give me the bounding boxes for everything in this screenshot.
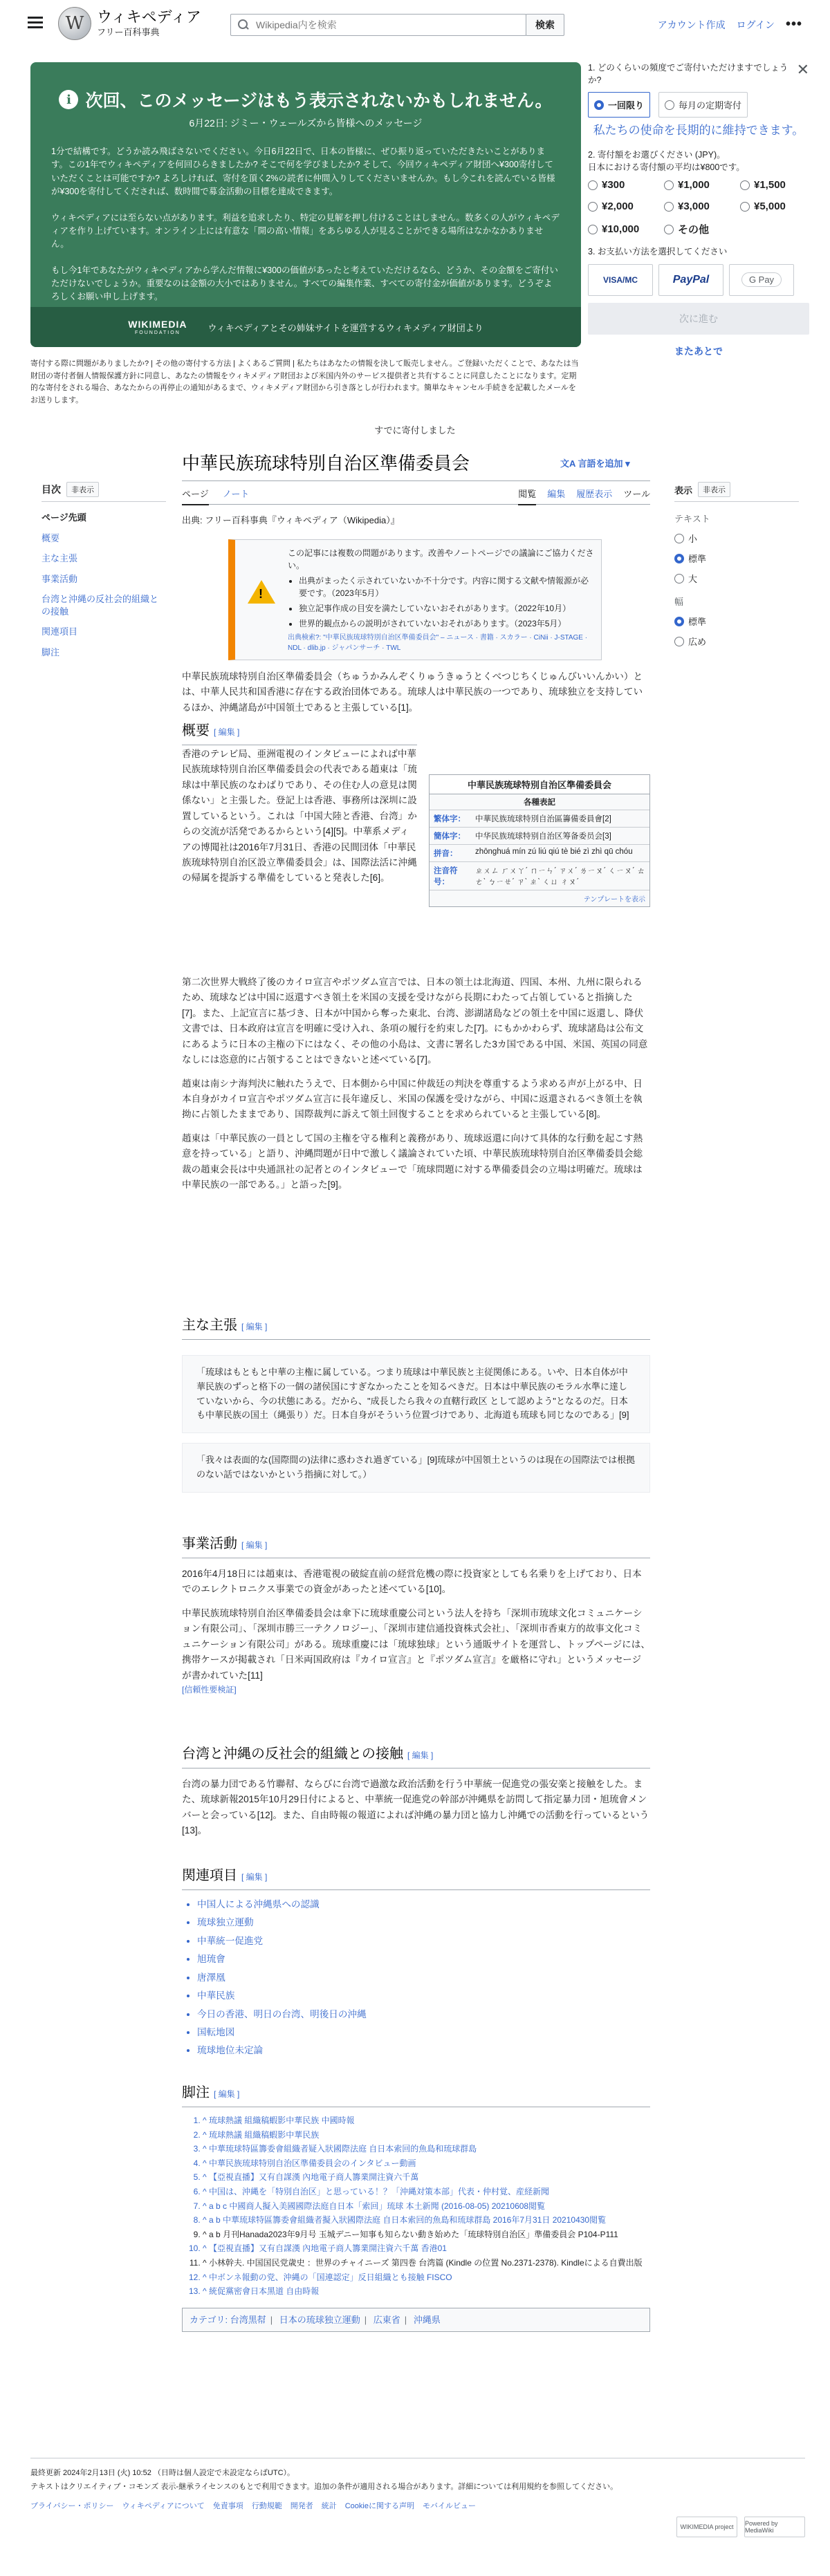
toc-item[interactable]: 概要 (42, 532, 60, 543)
banner-notes: 寄付する際に問題がありましたか? | その他の寄付する方法 | よくあるご質問 | 私たちはあなたの情報を決して販売しません。ご登録いただくことで、あなたは当財団の寄付者個人情報保護方針に同意し、あなたの情報をウィキメディア財団および米国内外のサービス提供者と共有することに同意したことになります。定期的な寄付をされる場合、あなたからの再停止の通知があるまで、ウィキメディア財団から引き落としが行われます。簡単なキャンセル手続きを記載したメールをお送りします。 (30, 360, 579, 404)
step-payment-label: 3. お支払い方法を選択してください (588, 247, 728, 257)
banner-paragraph: もし今1年であなたがウィキペディアから学んだ情報に¥300の価値があったと考えていただけるなら、どうか、その金額をご寄付いただけないでしょうか。重要なのは金額の大小ではありません。すべての編集作業、すべての寄付金が価値があります。どうぞよろしくお願い申し上げます。 (51, 265, 558, 302)
reference-item[interactable]: 3. ^ 中華琉球特區籌委會組織者疑入狀國際法庭 自日本索回的魚島和琉球群島 (203, 2143, 650, 2156)
footer-link[interactable]: 行動規範 (251, 2501, 282, 2510)
paragraph: 趙東は「中華民族の一員として国の主権を守る権利と義務があり、琉球返還に向けて具体的な行動を起こす熱意を持っている」と語り、沖縄問題が日中で激しく議論されていた頃、中華民族琉球特別自治区準備委員会総裁の趙東会長は中央通訊社の記者とのインタビューで「琉球問題に対する準備委員会の立場は明確だ。琉球は中華民族の一部である。」と語った[9]。 (182, 1132, 643, 1191)
card-payment-button[interactable]: VISA/MC (588, 264, 653, 296)
related-link[interactable]: • 国転地図 (197, 2025, 650, 2040)
toc-item[interactable]: 関連項目 (42, 626, 78, 637)
banner-title: 次回、このメッセージはもう表示されないかもしれません。 (85, 91, 553, 111)
tab-tools[interactable]: ツール (623, 489, 650, 499)
edit-section-link[interactable]: [ 編集 ] (214, 727, 240, 737)
maybe-later-link[interactable]: またあとで (674, 345, 723, 357)
edit-section-link[interactable]: [ 編集 ] (241, 1872, 268, 1882)
amount-options (588, 179, 809, 236)
toc-item[interactable]: 事業活動 (42, 573, 78, 584)
reference-item[interactable]: 5. ^ 【亞視直播】又有自謀漢 內地電子商人籌業開注資六千萬 (203, 2171, 650, 2184)
reference-item[interactable]: 7. ^ a b c 中國商人擬入美國國際法庭自日本「索回」琉球 本土新聞 (2016-08-05) 20210608閲覧 (203, 2200, 650, 2213)
related-link[interactable]: • 中国人による沖縄県への認識 (197, 1897, 650, 1912)
paragraph: 第二次世界大戦終了後のカイロ宣言やポツダム宣言では、日本の領土は北海道、四国、本州、九州に限られるため、琉球などは中国に返還すべき領土を米国の支援を受けながら長期にわたって占領していると指摘した[7]。また、上記宣言に基づき、日本が中国から奪った東北、台湾、澎湖諸島などの領土を中国に返還し、降伏文書では、日本政府は宣言を明確に受け入れ、条項の履行を約束した[7]。にもかかわらず、琉球諸島は公布文にあるように日本の主権の下にはなく、その他の小島は、文書に署名した3カ国である中国、米国、英国の同意なしには恣意的に占領することはできないと述べている[7]。 (182, 977, 648, 1065)
wikimedia-foundation-logo: WIKIMEDIA FOUNDATION (128, 318, 187, 335)
reference-item[interactable]: 12. ^ 中ボンネ報動の党、沖縄の「国連認定」反日組織とも接触 FISCO (203, 2271, 650, 2284)
toc-item[interactable]: 脚注 (42, 646, 60, 657)
page-footer (30, 2458, 805, 2513)
section-business (182, 1532, 650, 1706)
edit-section-link[interactable]: [ 編集 ] (241, 1540, 268, 1550)
related-link[interactable]: • 唐澤凰 (197, 1970, 650, 1986)
google-pay-button[interactable]: G Pay (729, 264, 794, 296)
infobox-value: ㄓㄨㄥ ㄏㄨㄚˊ ㄇㄧㄣˊ ㄗㄨˊ ㄌㄧㄡˊ ㄑㄧㄡˊ ㄊㄜˋ ㄅㄧㄝˊ ㄗˋ ㄓˋ ㄑㄩ ㄔㄡˊ (471, 862, 649, 890)
main-menu-icon[interactable] (28, 17, 43, 29)
category-link[interactable]: 沖縄県 (413, 2314, 441, 2325)
page-tabs (182, 484, 650, 505)
step-frequency-label: 1. どのくらいの頻度でご寄付いただけますでしょうか? (588, 63, 788, 85)
footer-link[interactable]: 統計 (321, 2501, 337, 2510)
toc-item[interactable]: ページ先頭 (42, 512, 86, 523)
verify-tag[interactable]: [信頼性要検証] (182, 1684, 237, 1695)
powered-by-mediawiki-badge[interactable]: Powered by MediaWiki (744, 2517, 805, 2537)
category-link[interactable]: 広東省 (373, 2314, 400, 2325)
warning-icon (248, 580, 275, 604)
edit-section-link[interactable]: [ 編集 ] (407, 1751, 434, 1760)
reference-item[interactable]: 6. ^ 中国は、沖縄を「特別自治区」と思っている！？「沖縄対策本部」代表・仲村覚、産経新聞 (203, 2185, 650, 2199)
appearance-title: 表示 (674, 485, 693, 496)
width-standard[interactable]: 標準 (674, 615, 799, 628)
categories-label[interactable]: カテゴリ: (190, 2314, 228, 2325)
donation-form (588, 62, 809, 358)
add-language-button[interactable]: 文A 言語を追加 ▾ (560, 458, 630, 469)
tab-history[interactable]: 履歴表示 (576, 489, 613, 499)
text-size-large[interactable]: 大 (674, 572, 799, 585)
amount-option[interactable]: ¥2,000 (588, 200, 657, 212)
edit-section-link[interactable]: [ 編集 ] (214, 2089, 240, 2099)
infobox-value: zhōnghuá mín zú liú qiú tè bié zì zhì qū chóu (471, 845, 649, 862)
section-heading: 主な主張 [ 編集 ] (182, 1314, 650, 1340)
info-icon: i (59, 90, 78, 109)
issues-lead: この記事には複数の問題があります。改善やノートページでの議論にご協力ください。 (288, 548, 594, 570)
related-link[interactable]: • 琉球地位未定論 (197, 2043, 650, 2058)
footer-link[interactable]: ウィキペディアについて (122, 2501, 205, 2510)
related-link[interactable]: • 琉球独立運動 (197, 1915, 650, 1930)
related-link[interactable]: • 中華統一促進党 (197, 1934, 650, 1949)
amount-option[interactable]: ¥10,000 (588, 222, 657, 236)
reference-item[interactable]: 2. ^ 琉球熱議 組織稿蝦影中華民族 (203, 2129, 650, 2142)
footer-link[interactable]: 免責事項 (212, 2501, 243, 2510)
section-overview (182, 719, 417, 745)
paragraph: 香港のテレビ局、亜洲電視のインタビューによれば中華民族琉球特別自治区準備委員会の代表である趙東は「琉球は中華民族のなわばりであり、その住む人の意見は関係ない」と主張した。登記上は香港、事務所は深圳に設置しているという。これは「中国大陸と香港、台湾」からの交流が活発であるからという[4][5]。中華系メディアの博聞社は2016年7月31日、香港の民間団体「中華民族琉球特別自治区設立準備委員会」は、国際法活に沖縄の帰属を提訴する準備をしていると発表した[6]。 (182, 749, 417, 884)
related-link[interactable]: • 今日の香港、明日の台湾、明後日の沖縄 (197, 2007, 650, 2022)
logo-subtitle: フリー百科事典 (97, 26, 160, 37)
license-text: テキストはクリエイティブ・コモンズ 表示-継承ライセンスのもとで利用できます。追加の条件が適用される場合があります。詳細については利用規約を参照してください。 (30, 2482, 618, 2491)
show-template-link[interactable]: テンプレートを表示 (430, 890, 649, 906)
infobox-key[interactable]: 簡体字： (430, 828, 471, 845)
width-label: 幅 (674, 597, 684, 607)
login-link[interactable]: ログイン (736, 19, 775, 30)
page-header (0, 0, 830, 47)
section-related (182, 1864, 650, 2062)
source-search-links[interactable]: 出典検索?: "中華民族琉球特別自治区準備委員会" – ニュース · 書籍 · スカラー · CiNii · J-STAGE · NDL · dlib.jp · ジャパンサーチ · TWL (288, 634, 588, 652)
section-contacts (182, 1742, 650, 1847)
overview-text (182, 747, 417, 895)
reference-item[interactable]: 1. ^ 琉球熱議 組織稿蝦影中華民族 中國時報 (203, 2114, 650, 2127)
amount-option-other[interactable]: その他 (664, 222, 733, 236)
banner-subtitle: 6月22日: ジミー・ウェールズから皆様へのメッセージ (189, 118, 423, 129)
reference-item: 11. ^ 小林幹夫. 中国国民党歳史 ：世界のチャイニーズ 第四巻 台湾篇 (Kindle の位置 No.2371-2378). Kindleによる自費出版 (203, 2257, 650, 2270)
toc-hide-button[interactable]: 非表示 (66, 482, 99, 497)
already-donated-link[interactable]: すでに寄付しました (374, 425, 456, 436)
search-button[interactable]: 検索 (526, 14, 564, 36)
paragraph: 台湾の暴力団である竹聯幇、ならびに台湾で過激な政治活動を行う中華統一促進党の張安楽と接触をした。また、琉球新報2015年10月29日付によると、中華統一促進党の幹部が沖縄県を訪問して指定暴力団・旭琉會メンバーと会っている[12]。また、自由時報の報道によれば沖縄の暴力団と協力し沖縄での活動を行っているという[13]。 (182, 1779, 649, 1836)
toc-item[interactable]: 主な主張 (42, 553, 78, 564)
section-main-claims (182, 1314, 650, 1502)
reference-item[interactable]: 8. ^ a b 中華琉球特區籌委會組織者擬入狀國際法庭 自日本索回的魚島和琉球群島 2016年7月31日 20210430閲覧 (203, 2214, 650, 2227)
tab-page[interactable]: ページ (182, 487, 209, 505)
reference-item[interactable]: 4. ^ 中華民族琉球特別自治区準備委員会のインタビュー動画 (203, 2157, 650, 2170)
appearance-panel (674, 482, 799, 655)
related-link[interactable]: • 中華民族 (197, 1988, 650, 2004)
amount-option[interactable]: ¥1,500 (740, 179, 809, 191)
issue-item: • 出典がまったく示されていないか不十分です。内容に関する文献や情報源が必要です。（2023年5月） (299, 575, 596, 599)
infobox-value: 中華民族琉球特別自治區籌備委員會[2] (471, 810, 649, 828)
logo-title: ウィキペディア (97, 8, 201, 26)
footer-link[interactable]: モバイルビュー (422, 2501, 476, 2510)
frequency-once-option[interactable]: 一回限り (588, 92, 650, 118)
amount-option[interactable]: ¥3,000 (664, 200, 733, 212)
toc-title: 目次 (42, 484, 61, 495)
section-heading: 台湾と沖縄の反社会的組織との接触 [ 編集 ] (182, 1742, 650, 1768)
width-wide[interactable]: 広め (674, 635, 799, 648)
text-size-small[interactable]: 小 (674, 532, 799, 545)
step-amount-label: 2. 寄付額をお選びください (JPY)。 日本における寄付額の平均は¥800です。 (588, 150, 745, 172)
tab-talk[interactable]: ノート (222, 489, 250, 499)
amount-option[interactable]: ¥1,000 (664, 179, 733, 191)
toc-item[interactable]: 台湾と沖縄の反社会的組織との接触 (42, 594, 159, 617)
edit-section-link[interactable]: [ 編集 ] (241, 1322, 268, 1332)
footer-link[interactable]: Cookieに関する声明 (344, 2501, 414, 2510)
globe-icon: W (58, 7, 91, 40)
paragraph: 趙東は南シナ海判決に触れたうえで、日本側から中国に仲裁廷の判決を尊重するよう求める声が上がる中、日本自身がカイロ宣言やポツダム宣言に長年違反し、米国の保護を受けながら、中国に返還されるべき領土を執拗に占領したままであり、国際裁判に訴えて領土回復することを求められていると主張している[8]。 (182, 1078, 643, 1120)
issue-item: • 独立記事作成の目安を満たしていないおそれがあります。（2022年10月） (299, 602, 596, 615)
infobox-subtitle: 各種表記 (524, 799, 555, 807)
banner-paragraph: ウィキペディアには至らない点があります。利益を追求したり、特定の見解を押し付けることはしません。数多くの人がウィキペディアを作り上げています。オンライン上には有意な「開の高い情報」をあらゆる人が見ることができる場所はなかなかありません。 (51, 212, 560, 250)
infobox-title: 中華民族琉球特別自治区準備委員会 (430, 775, 649, 794)
infobox-value: 中华民族琉球特别自治区筹备委员会[3] (471, 828, 649, 845)
next-button[interactable]: 次に進む (588, 303, 809, 335)
infobox (429, 774, 650, 907)
frequency-monthly-option[interactable]: 毎月の定期寄付 (658, 92, 748, 118)
reference-item[interactable]: 10. ^ 【亞視直播】又有自謀漢 內地電子商人籌業開注資六千萬 香港01 (203, 2242, 650, 2255)
tab-read[interactable]: 閲覧 (518, 487, 536, 505)
amount-option[interactable]: ¥5,000 (740, 200, 809, 212)
quote-block: 「琉球はもともと中華の主権に属している。つまり琉球は中華民族と主従関係にある。いや、日本自体が中華民族のずっと格下の一個の諸侯国にすぎなかったことを知るべきだ。日本は中華民族のモラル水準に達していないから、今の状態にある。だから、"成長したら我々の直轄行政区 として認めよう"となるのだ。日本も中華民族の国土（縄張り）だ。日本自身がそういう位置づけであり、北海道も琉球も同じなのである」[9] (182, 1355, 650, 1433)
more-options-icon[interactable]: ••• (785, 17, 802, 32)
related-link[interactable]: • 旭琉會 (197, 1952, 650, 1967)
banner-footer (30, 307, 581, 347)
appearance-hide-button[interactable]: 非表示 (698, 482, 730, 497)
category-bar: カテゴリ: 台湾黒幇 | 日本の琉球独立運動 | 広東省 | 沖縄県 (182, 2308, 650, 2332)
search-input[interactable] (255, 19, 526, 31)
reference-item: 9. ^ a b 月刊Hanada2023年9月号 玉城デニー知事も知らない動き始めた「琉球特別自治区」準備委員会 P104-P111 (203, 2228, 650, 2241)
article-issues-box (228, 539, 602, 660)
wikimedia-project-badge[interactable]: WIKIMEDIA project (676, 2517, 737, 2537)
section-references (182, 2081, 650, 2332)
section-heading: 概要 [ 編集 ] (182, 719, 417, 745)
section-heading: 脚注 [ 編集 ] (182, 2081, 650, 2107)
source-line: 出典: フリー百科事典『ウィキペディア（Wikipedia）』 (182, 515, 400, 525)
last-updated: 最終更新 2024年2月13日 (火) 10:52 （日時は個人設定で未設定ならばUTC）。 (30, 2469, 295, 2477)
amount-option[interactable]: ¥300 (588, 179, 657, 191)
footer-link[interactable]: プライバシー・ポリシー (30, 2501, 114, 2510)
reference-item[interactable]: 13. ^ 統促黨密會日本黑道 自由時報 (203, 2285, 650, 2298)
article-lead (182, 669, 650, 724)
monthly-promo-text: 私たちの使命を長期的に維持できます。 (593, 124, 804, 137)
overview-text-cont (182, 975, 650, 1201)
category-link[interactable]: 台湾黒幇 (230, 2314, 266, 2325)
section-heading: 事業活動 [ 編集 ] (182, 1532, 650, 1558)
search-box[interactable] (230, 14, 526, 36)
paragraph: 2016年4月18日には趙東は、香港電視の破綻直前の経営危機の際に投資家としても名乗りを上げており、日本でのエレクトロニクス事業での資金があったと述べている[10]。 (182, 1569, 642, 1595)
banner-paragraph: 1分で結構です。どうか読み飛ばさないでください。今日6月22日で、日本の皆様に、ぜひ振り返っていただきたいことがあります。この1年でウィキペディアを何回ひらきましたか? そこで何を学びましたか? そして、今回ウィキペディア財団へ¥300寄付していただくことは可能ですか? よろしければ、寄付を頂く2%の読者に仲間入りしてくださいませんか。もし今これを読んでいる皆様が¥300を寄付してくだされば、数時間で募金活動の目標を達成できます。 (51, 147, 555, 197)
fundraising-banner (30, 62, 581, 347)
create-account-link[interactable]: アカウント作成 (657, 19, 726, 30)
issue-item: • 世界的観点からの説明がされていないおそれがあります。（2023年5月） (299, 617, 596, 630)
close-icon[interactable]: ✕ (796, 61, 809, 78)
search-icon (238, 19, 249, 30)
category-link[interactable]: 日本の琉球独立運動 (279, 2314, 360, 2325)
quote-block: 「我々は表面的な(国際間の)法律に惑わされ過ぎている」[9]琉球が中国領土というのは現在の国際法では根拠のない話ではないかという指摘に対して。） (182, 1443, 650, 1493)
table-of-contents (42, 482, 166, 662)
wikipedia-logo[interactable] (58, 7, 201, 40)
banner-tagline: ウィキペディアとその姉妹サイトを運営するウィキメディア財団より (208, 322, 483, 333)
infobox-key[interactable]: 注音符号： (430, 862, 471, 890)
page-title: 中華民族琉球特別自治区準備委員会 (182, 449, 650, 481)
paragraph: 中華民族琉球特別自治区準備委員会は傘下に琉球重慶公司という法人を持ち「深圳市琉球文化コミュニケーション有限公司」、「深圳市勝三一テクノロジー」、「深圳市建信通投資株式会社」、「深圳市香東方的故事文化コミュニケーション有限公司」がある。琉球重慶には「琉球独球」という通販サイトを運営し、トップページには、携帯ケースが掲載され「日米両国政府は『カイロ宣言』と『ポツダム宣言』を厳格に守れ」というメッセージが書かれていた[11] (182, 1607, 650, 1681)
lead-paragraph: 中華民族琉球特別自治区準備委員会（ちゅうかみんぞくりゅうきゅうとくべつじちくじゅんびいいんかい）とは、中華人民共和国香港に存在する政治団体である。琉球人は中華民族の一つであり、琉球独立を支持しているほか、沖縄諸島が中国領土であると主張している[1]。 (182, 671, 643, 713)
text-size-label: テキスト (674, 514, 710, 524)
text-size-standard[interactable]: 標準 (674, 552, 799, 565)
footer-link[interactable]: 開発者 (290, 2501, 313, 2510)
section-heading: 関連項目 [ 編集 ] (182, 1864, 650, 1890)
tab-edit[interactable]: 編集 (547, 489, 566, 499)
paypal-payment-button[interactable]: PayPal (658, 264, 723, 296)
infobox-key[interactable]: 繁体字： (430, 810, 471, 828)
infobox-key[interactable]: 拼音： (430, 845, 471, 862)
